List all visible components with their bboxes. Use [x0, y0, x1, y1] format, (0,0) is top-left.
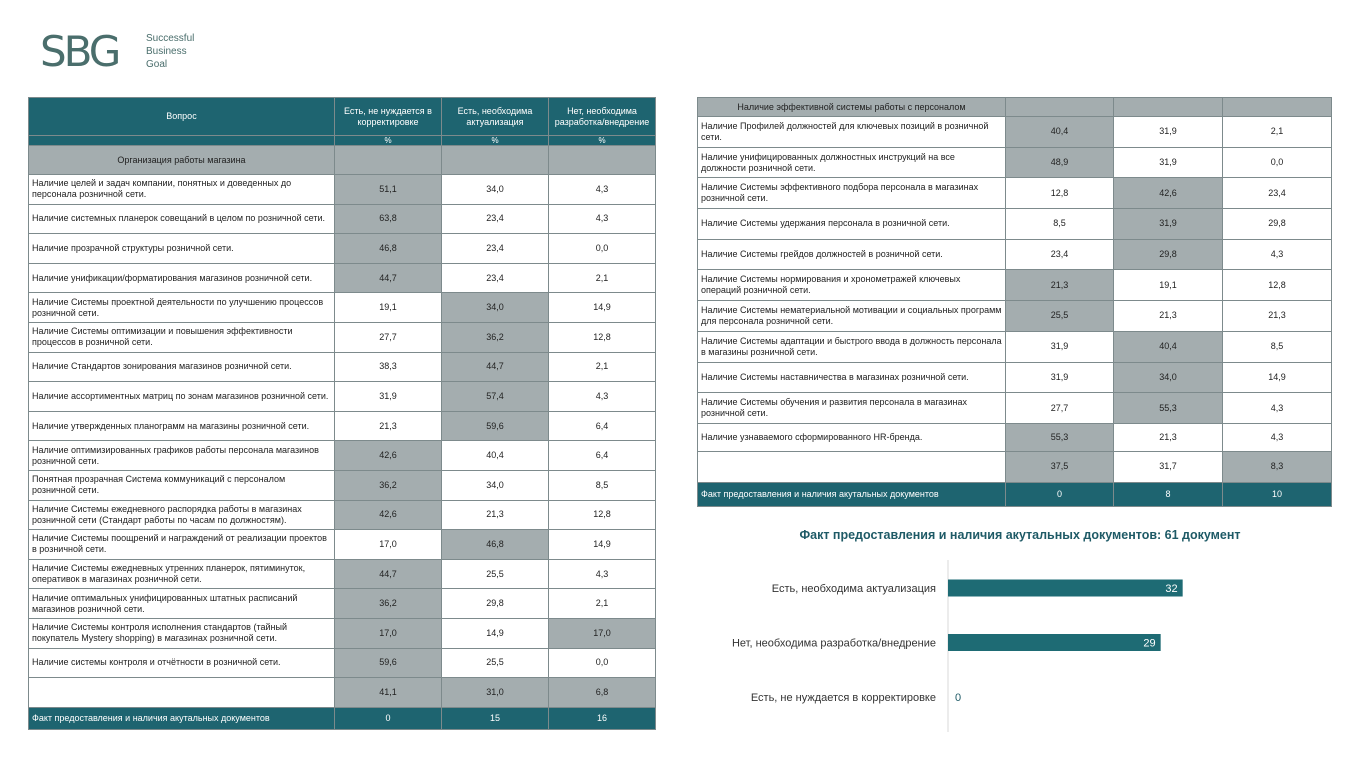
section-row: [698, 98, 1332, 117]
value-cell: 12,8: [549, 500, 656, 530]
value-cell: 2,1: [1223, 117, 1332, 148]
value-cell: 8,5: [1223, 331, 1332, 362]
value-cell: 4,3: [1223, 393, 1332, 424]
unit-cell: %: [549, 136, 656, 146]
value-cell: 19,1: [1114, 270, 1223, 301]
value-cell: 44,7: [442, 352, 549, 382]
value-cell: 23,4: [442, 234, 549, 264]
value-cell: 31,9: [1114, 117, 1223, 148]
bar-value-label: 29: [1143, 637, 1156, 650]
question-cell: Наличие Системы контроля исполнения стандартов (тайный покупатель Mystery shopping) в магазинах розничной сети.: [29, 618, 335, 648]
table-row: [29, 470, 656, 500]
value-cell: 42,6: [335, 441, 442, 471]
section-cell: [549, 146, 656, 175]
table-row: [29, 441, 656, 471]
value-cell: 34,0: [1114, 362, 1223, 393]
section-title: Организация работы магазина: [29, 146, 335, 175]
value-cell: 31,9: [1006, 331, 1114, 362]
question-cell: Наличие Системы грейдов должностей в розничной сети.: [698, 239, 1006, 270]
average-row: [29, 678, 656, 708]
value-cell: 63,8: [335, 204, 442, 234]
value-cell: 6,4: [549, 411, 656, 441]
table-row: [698, 147, 1332, 178]
value-cell: 25,5: [1006, 301, 1114, 332]
units-blank: [29, 136, 335, 146]
value-cell: 25,5: [442, 648, 549, 678]
table-row: [698, 209, 1332, 240]
header-col-update: Есть, необходима актуализация: [442, 98, 549, 136]
value-cell: 21,3: [1223, 301, 1332, 332]
value-cell: 25,5: [442, 559, 549, 589]
value-cell: 8,5: [549, 470, 656, 500]
category-label: Есть, необходима актуализация: [771, 583, 936, 595]
average-cell: 8,3: [1223, 451, 1332, 482]
question-cell: Наличие оптимальных унифицированных штатных расписаний магазинов розничной сети.: [29, 589, 335, 619]
question-cell: Наличие целей и задач компании, понятных и доведенных до персонала розничной сети.: [29, 175, 335, 205]
value-cell: 23,4: [1006, 239, 1114, 270]
question-cell: Наличие унификации/форматирования магазинов розничной сети.: [29, 263, 335, 293]
logo-tagline: [146, 32, 194, 71]
logo-tagline-line: Successful: [146, 33, 195, 44]
value-cell: 31,9: [1006, 362, 1114, 393]
table-row: [698, 270, 1332, 301]
table-row: [698, 423, 1332, 451]
value-cell: 0,0: [1223, 147, 1332, 178]
question-cell: Наличие Системы нематериальной мотивации и социальных программ для персонала розничной сети.: [698, 301, 1006, 332]
question-cell: Наличие оптимизированных графиков работы персонала магазинов розничной сети.: [29, 441, 335, 471]
table-row: [29, 293, 656, 323]
value-cell: 21,3: [335, 411, 442, 441]
question-cell: Наличие прозрачной структуры розничной сети.: [29, 234, 335, 264]
value-cell: 34,0: [442, 293, 549, 323]
unit-cell: %: [335, 136, 442, 146]
value-cell: 4,3: [549, 175, 656, 205]
category-label: Нет, необходима разработка/внедрение: [731, 637, 936, 650]
value-cell: 36,2: [335, 470, 442, 500]
section-row: [29, 146, 656, 175]
value-cell: 40,4: [1114, 331, 1223, 362]
table-row: [29, 204, 656, 234]
question-cell: Наличие Системы проектной деятельности по улучшению процессов розничной сети.: [29, 293, 335, 323]
value-cell: 0,0: [549, 648, 656, 678]
average-cell: 41,1: [335, 678, 442, 708]
table-row: [29, 411, 656, 441]
value-cell: 34,0: [442, 470, 549, 500]
question-cell: Наличие утвержденных планограмм на магазины розничной сети.: [29, 411, 335, 441]
section-cell: [1006, 98, 1114, 117]
value-cell: 29,8: [1114, 239, 1223, 270]
question-cell: Наличие системных планерок совещаний в целом по розничной сети.: [29, 204, 335, 234]
average-blank: [29, 678, 335, 708]
value-cell: 8,5: [1006, 209, 1114, 240]
value-cell: 40,4: [442, 441, 549, 471]
value-cell: 38,3: [335, 352, 442, 382]
question-cell: Наличие Системы обучения и развития персонала в магазинах розничной сети.: [698, 393, 1006, 424]
table-row: [698, 393, 1332, 424]
value-cell: 29,8: [442, 589, 549, 619]
section-cell: [1223, 98, 1332, 117]
value-cell: 17,0: [335, 618, 442, 648]
average-cell: 31,7: [1114, 451, 1223, 482]
footer-cell: 0: [1006, 482, 1114, 506]
table-row: [29, 530, 656, 560]
value-cell: 12,8: [1223, 270, 1332, 301]
unit-cell: %: [442, 136, 549, 146]
question-cell: Наличие Системы удержания персонала в розничной сети.: [698, 209, 1006, 240]
value-cell: 21,3: [1006, 270, 1114, 301]
units-row: [29, 136, 656, 146]
question-cell: Наличие Системы наставничества в магазинах розничной сети.: [698, 362, 1006, 393]
value-cell: 42,6: [335, 500, 442, 530]
personnel-system-table: [697, 97, 1332, 507]
value-cell: 12,8: [1006, 178, 1114, 209]
value-cell: 57,4: [442, 382, 549, 412]
logo-mark: SBG: [40, 27, 119, 76]
question-cell: Наличие узнаваемого сформированного HR-бренда.: [698, 423, 1006, 451]
value-cell: 0,0: [549, 234, 656, 264]
value-cell: 2,1: [549, 352, 656, 382]
table-row: [29, 263, 656, 293]
value-cell: 55,3: [1006, 423, 1114, 451]
table-row: [698, 239, 1332, 270]
bar: [948, 580, 1183, 597]
average-cell: 31,0: [442, 678, 549, 708]
table-row: [698, 301, 1332, 332]
table-row: [29, 500, 656, 530]
value-cell: 44,7: [335, 263, 442, 293]
question-cell: Понятная прозрачная Система коммуникаций с персоналом розничной сети.: [29, 470, 335, 500]
section-cell: [442, 146, 549, 175]
value-cell: 36,2: [335, 589, 442, 619]
value-cell: 59,6: [442, 411, 549, 441]
footer-cell: 10: [1223, 482, 1332, 506]
value-cell: 23,4: [442, 204, 549, 234]
chart-title: Факт предоставления и наличия акутальных документов: 61 документ: [799, 528, 1241, 542]
documents-footer-row: [29, 707, 656, 729]
average-blank: [698, 451, 1006, 482]
question-cell: Наличие Системы оптимизации и повышения эффективности процессов в розничной сети.: [29, 322, 335, 352]
footer-cell: 8: [1114, 482, 1223, 506]
question-cell: Наличие Системы ежедневных утренних планерок, пятиминуток, оперативок в магазинах розничной сети.: [29, 559, 335, 589]
logo-tagline-line: Goal: [146, 59, 168, 70]
value-cell: 21,3: [1114, 423, 1223, 451]
documents-bar-chart: [700, 560, 1300, 740]
footer-label: Факт предоставления и наличия акутальных документов: [29, 707, 335, 729]
table-row: [29, 234, 656, 264]
value-cell: 17,0: [335, 530, 442, 560]
value-cell: 2,1: [549, 263, 656, 293]
value-cell: 21,3: [1114, 301, 1223, 332]
value-cell: 55,3: [1114, 393, 1223, 424]
section-title: Наличие эффективной системы работы с персоналом: [698, 98, 1006, 117]
value-cell: 48,9: [1006, 147, 1114, 178]
header-col-ok: Есть, не нуждается в корректировке: [335, 98, 442, 136]
table-row: [29, 648, 656, 678]
logo-tagline-line: Business: [146, 46, 187, 57]
header-question: Вопрос: [29, 98, 335, 136]
value-cell: 46,8: [335, 234, 442, 264]
table-header-row: [29, 98, 656, 136]
table-row: [29, 352, 656, 382]
value-cell: 14,9: [1223, 362, 1332, 393]
value-cell: 51,1: [335, 175, 442, 205]
question-cell: Наличие Системы ежедневного распорядка работы в магазинах розничной сети (Стандарт работы по часам по должностям).: [29, 500, 335, 530]
value-cell: 4,3: [549, 204, 656, 234]
value-cell: 2,1: [549, 589, 656, 619]
question-cell: Наличие Системы нормирования и хронометражей ключевых операций розничной сети.: [698, 270, 1006, 301]
table-row: [29, 589, 656, 619]
table-row: [29, 618, 656, 648]
bar: [948, 634, 1161, 651]
value-cell: 40,4: [1006, 117, 1114, 148]
value-cell: 4,3: [1223, 239, 1332, 270]
question-cell: Наличие ассортиментных матриц по зонам магазинов розничной сети.: [29, 382, 335, 412]
value-cell: 19,1: [335, 293, 442, 323]
table-row: [29, 382, 656, 412]
value-cell: 34,0: [442, 175, 549, 205]
footer-cell: 16: [549, 707, 656, 729]
question-cell: Наличие Стандартов зонирования магазинов розничной сети.: [29, 352, 335, 382]
value-cell: 4,3: [1223, 423, 1332, 451]
value-cell: 44,7: [335, 559, 442, 589]
header-col-develop: Нет, необходима разработка/внедрение: [549, 98, 656, 136]
table-row: [698, 178, 1332, 209]
question-cell: Наличие Системы адаптации и быстрого ввода в должность персонала в магазины розничной сети.: [698, 331, 1006, 362]
question-cell: Наличие Системы эффективного подбора персонала в магазинах розничной сети.: [698, 178, 1006, 209]
footer-label: Факт предоставления и наличия акутальных документов: [698, 482, 1006, 506]
documents-footer-row: [698, 482, 1332, 506]
question-cell: Наличие Профилей должностей для ключевых позиций в розничной сети.: [698, 117, 1006, 148]
value-cell: 14,9: [442, 618, 549, 648]
value-cell: 4,3: [549, 559, 656, 589]
value-cell: 27,7: [335, 322, 442, 352]
value-cell: 46,8: [442, 530, 549, 560]
table-row: [29, 559, 656, 589]
table-row: [698, 117, 1332, 148]
value-cell: 14,9: [549, 530, 656, 560]
table-row: [698, 331, 1332, 362]
category-label: Есть, не нуждается в корректировке: [750, 692, 936, 704]
value-cell: 59,6: [335, 648, 442, 678]
question-cell: Наличие системы контроля и отчётности в розничной сети.: [29, 648, 335, 678]
value-cell: 36,2: [442, 322, 549, 352]
value-cell: 4,3: [549, 382, 656, 412]
footer-cell: 15: [442, 707, 549, 729]
table-row: [698, 362, 1332, 393]
table-row: [29, 322, 656, 352]
store-organization-table: [28, 97, 656, 730]
value-cell: 17,0: [549, 618, 656, 648]
question-cell: Наличие Системы поощрений и награждений от реализации проектов в розничной сети.: [29, 530, 335, 560]
value-cell: 27,7: [1006, 393, 1114, 424]
question-cell: Наличие унифицированных должностных инструкций на все должности розничной сети.: [698, 147, 1006, 178]
table-row: [29, 175, 656, 205]
value-cell: 31,9: [1114, 147, 1223, 178]
value-cell: 29,8: [1223, 209, 1332, 240]
bar-value-label: 0: [955, 692, 962, 704]
footer-cell: 0: [335, 707, 442, 729]
value-cell: 31,9: [335, 382, 442, 412]
section-cell: [335, 146, 442, 175]
bar-value-label: 32: [1165, 583, 1178, 595]
average-cell: 6,8: [549, 678, 656, 708]
section-cell: [1114, 98, 1223, 117]
value-cell: 14,9: [549, 293, 656, 323]
average-cell: 37,5: [1006, 451, 1114, 482]
value-cell: 23,4: [442, 263, 549, 293]
value-cell: 42,6: [1114, 178, 1223, 209]
value-cell: 23,4: [1223, 178, 1332, 209]
value-cell: 21,3: [442, 500, 549, 530]
average-row: [698, 451, 1332, 482]
value-cell: 31,9: [1114, 209, 1223, 240]
value-cell: 6,4: [549, 441, 656, 471]
value-cell: 12,8: [549, 322, 656, 352]
